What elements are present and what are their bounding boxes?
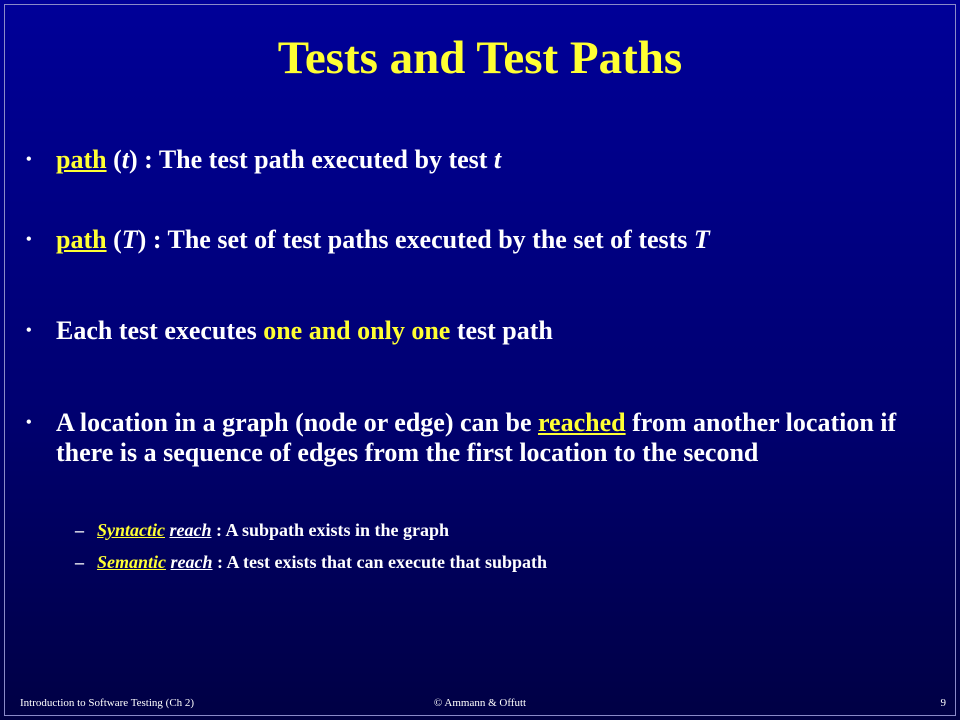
slide-title: Tests and Test Paths [277, 32, 683, 84]
bullet-text [56, 408, 906, 468]
sub-text [97, 519, 449, 541]
close-paren: ) [128, 145, 138, 174]
reach-term: reach [169, 520, 212, 540]
footer-copyright: © Ammann & Offutt [433, 697, 527, 709]
sub-rest: : A test exists that can execute that subpath [212, 552, 548, 572]
open-paren: ( [106, 225, 122, 254]
reach-term: reach [170, 552, 213, 572]
reached-term: reached [537, 408, 626, 437]
semantic-term: Semantic [97, 552, 167, 572]
open-paren: ( [106, 145, 122, 174]
bullet-text [56, 316, 906, 346]
text-post: from another location if there is a sequence of edges from the first location to the second [56, 408, 897, 467]
slide-border [4, 4, 956, 716]
definition-text: : The test path executed by test [137, 145, 494, 174]
sub-dash: – [75, 520, 84, 540]
highlight-text: one and only one [263, 316, 451, 345]
text-pre: A location in a graph (node or edge) can be [56, 408, 538, 437]
sub-text [97, 551, 547, 573]
tail-T: T [693, 225, 710, 254]
bullet-dot: • [26, 231, 32, 248]
footer-page-number: 9 [940, 697, 946, 709]
sub-dash: – [75, 552, 84, 572]
arg-T: T [121, 225, 138, 254]
syntactic-term: Syntactic [97, 520, 165, 540]
path-term: path [56, 145, 107, 174]
bullet-dot: • [26, 322, 32, 339]
definition-text: : The set of test paths executed by the set of tests [146, 225, 694, 254]
close-paren: ) [137, 225, 147, 254]
tail-t: t [493, 145, 502, 174]
bullet-text [56, 145, 906, 175]
bullet-dot: • [26, 414, 32, 431]
text-pre: Each test executes [56, 316, 264, 345]
text-post: test path [450, 316, 553, 345]
arg-t: t [121, 145, 129, 174]
bullet-dot: • [26, 151, 32, 168]
footer-course: Introduction to Software Testing (Ch 2) [20, 697, 195, 709]
bullet-text [56, 225, 906, 255]
path-term: path [56, 225, 107, 254]
sub-rest: : A subpath exists in the graph [211, 520, 450, 540]
